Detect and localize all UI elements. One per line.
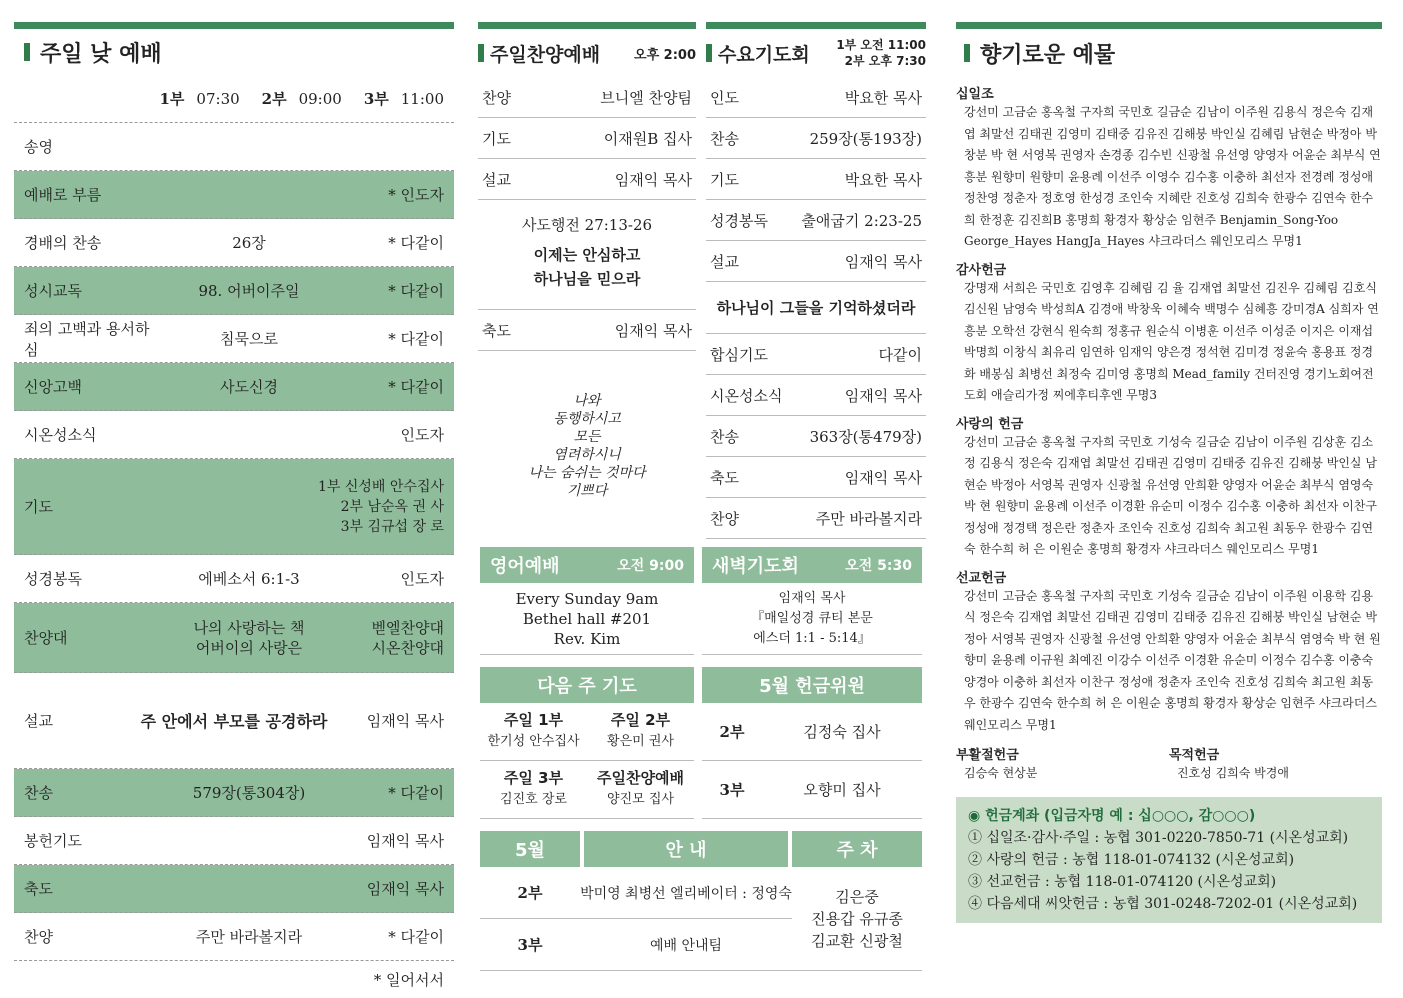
service-row: 합심기도 다같이	[706, 334, 926, 375]
guide-row: 2부 박미영 최병선 엘리베이터 : 정영숙	[480, 867, 792, 919]
prayer-cell: 주일 1부 한기성 안수집사	[480, 703, 587, 761]
worship-row: 찬송 579장(통304장) * 다같이	[14, 769, 454, 817]
service-row: 찬송 259장(통193장)	[706, 118, 926, 159]
offering-section: 사랑의 헌금 강선미 고금순 홍옥철 구자희 국민호 기성숙 길금순 김남이 이주원 김상훈 김소정 김용식 정은숙 김재엽 최말선 김태권 김영미 김태중 김유진 김해붕 박인실 남현순 박정아 서영복 권영자 신광철 유선영 안희환 양영자 어윤순 최부식 염영숙 박 현 원향미 윤용례 이선주 이경환 유순미 이정수 김수홍 이충하 최선자 이찬구 정성애 정경택 정은란 정춘자 조인숙 진호성 김희숙 최고원 최동우 한광수 김연숙 한수희 허 은 이원순 홍명희 황경자 샤크라더스 웨인모리스 무명1	[956, 416, 1377, 556]
service-row: 축도 임재익 목사	[706, 457, 926, 498]
choir-row: 찬양대 나의 사랑하는 책 어버이의 사랑은 벧엘찬양대 시온찬양대	[14, 603, 454, 673]
worship-row: 성경봉독 에베소서 6:1-3 인도자	[14, 555, 454, 603]
guide-row: 3부 예배 안내팀	[480, 919, 792, 971]
worship-row: 송영	[14, 123, 454, 171]
sunday-worship	[14, 22, 454, 998]
offering-section: 선교헌금 강선미 고금순 홍옥철 구자희 국민호 기성숙 길금순 김남이 이주원 이용학 김용식 정은숙 김재엽 최말선 김태권 김영미 김태중 김유진 김해붕 박인실 남현순 박정아 서영복 권영자 신광철 유선영 안희환 양영자 어윤순 최부식 염영숙 박 현 원향미 윤용례 이규원 최예진 이강수 이선주 이경환 유순미 이정수 김수홍 이충숙 양경아 이충하 최선자 이찬구 정성애 정춘자 조인숙 진호성 김희숙 최고원 최동우 한광수 김연숙 한수희 허 은 이원순 홍명희 황경자 황상순 임현주 샤크라더스 웨인모리스 무명1	[956, 570, 1381, 732]
sermon-row: 설교 주 안에서 부모를 공경하라 임재익 목사	[14, 673, 454, 769]
wednesday-prayer: 수요기도회 1부 오전 11:00 2부 오후 7:30 인도 박요한 목사 찬송 259장(통193장) 기도 박요한 목사 성경봉독 출애굽기 2:23-25 설교 임재익 목사 하나님이 그들을 기억하셨더라 합심기도 다같이 시온성소식 임재익 목사 찬송 363장(통479장) 축도 임재익 목사 찬양 주만 바라볼지라	[706, 22, 926, 539]
worship-row: 죄의 고백과 용서하심 침묵으로 * 다같이	[14, 315, 454, 363]
prayer-cell: 주일 2부 황은미 권사	[587, 703, 694, 761]
worship-row: 성시교독 98. 어버이주일 * 다같이	[14, 267, 454, 315]
time-slot: 1부 07:30	[159, 90, 240, 108]
bless-row: 축도 임재익 목사	[478, 310, 696, 351]
service-row: 인도 박요한 목사	[706, 77, 926, 118]
offerings: 향기로운 예물 십일조 강선미 고금순 홍옥철 구자희 국민호 길금순 김남이 이주원 김용식 정은숙 김재엽 최말선 김태권 김영미 김태중 김유진 김해붕 박인실 김혜림 남현순 박정아 박창분 박 현 서영복 권영자 손경종 김수빈 신광철 유선영 양영자 어윤순 최부식 연흥분 원향미 원향미 윤용례 이선주 이영수 김수홍 이충하 최선자 전경례 정성애 정찬영 정춘자 정호영 한성경 조인숙 지혜란 진호성 김희숙 한광수 김연숙 한수희 한정훈 김진희B 홍명희 황경자 황상순 임현주 Benjamin_Song-Yoo George_Hayes HangJa_Hayes 샤크라더스 웨인모리스 무명1 감사헌금 강명재 서희은 국민호 김영후 김혜림 김 율 김재엽 최말선 김진우 김혜림 김호식 김신원 남영숙 박성희A 김경애 박창욱 이혜숙 백명수 심혜흥 강미경A 심희자 연흥분 오학선 강현식 원숙희 정홍규 원순식 이병훈 이선주 이성준 이지은 이재섭 박명희 이창식 최유리 임연하 임재익 양은경 정석현 김미경 정윤숙 홍용표 정경화 배봉심 최병선 최정숙 김미영 홍명희 Mead_family 건터진영 경기노회여전도회 애슬리가정 찌에후티후엔 무명3 사랑의 헌금 강선미 고금순 홍옥철 구자희 국민호 기성숙 길금순 김남이 이주원 김상훈 김소정 김용식 정은숙 김재엽 최말선 김태권 김영미 김태중 김유진 김해붕 박인실 남현순 박정아 서영복 권영자 신광철 유선영 안희환 양영자 어윤순 최부식 염영숙 박 현 원향미 윤용례 이선주 이경환 유순미 이정수 김수홍 이충하 최선자 이찬구 정성애 정경택 정은란 정춘자 조인숙 진호성 김희숙 최고원 최동우 한광수 김연숙 한수희 허 은 이원순 홍명희 황경자 샤크라더스 웨인모리스 무명1 선교헌금 강선미 고금순 홍옥철 구자희 국민호 기성숙 길금순 김남이 이주원 이용학 김용식 정은숙 김재엽 최말선 김태권 김영미 김태중 김유진 김해붕 박인실 남현순 박정아 서영복 권영자 신광철 유선영 안희환 양영자 어윤순 최부식 염영숙 박 현 원향미 윤용례 이규원 최예진 이강수 이선주 이경환 유순미 이정수 김수홍 이충숙 양경아 이충하 최선자 이찬구 정성애 정춘자 조인숙 진호성 김희숙 최고원 최동우 한광수 김연숙 한수희 허 은 이원순 홍명희 황경자 황상순 임현주 샤크라더스 웨인모리스 무명1 부활절헌금 김승숙 현상분 목적헌금 진호성 김희숙 박경애 ◉ 헌금계좌 (입금자명 예 : 십○○○, 감○○○) ① 십일조·감사·주일 : 농협 301-0220-7850-71 (시온성교회) ② 사랑의 헌금 : 농협 118-01-074132 (시온성교회) ③ 선교헌금 : 농협 118-01-074120 (시온성교회) ④ 다음세대 씨앗헌금 : 농협 301-0248-7202-01 (시온성교회)	[956, 22, 1382, 923]
calligraphy: 나와 동행하시고 모든 염려하시니 나는 숨쉬는 것마다 기쁘다	[528, 393, 646, 499]
service-row: 설교 임재익 목사	[478, 159, 696, 200]
worship-row: 찬양 주만 바라볼지라 * 다같이	[14, 913, 454, 961]
sunday-praise: 주일찬양예배 오후 2:00 찬양 브니엘 찬양팀 기도 이재원B 집사 설교 임재익 목사 사도행전 27:13-26 이제는 안심하고 하나님을 믿으라 축도 임재익 목사 나와 동행하시고 모든 염려하시니 나는 숨쉬는 것마다 기쁘다	[478, 22, 696, 541]
worship-row: 축도 임재익 목사	[14, 865, 454, 913]
service-row: 설교 임재익 목사	[706, 241, 926, 282]
service-row: 기도 박요한 목사	[706, 159, 926, 200]
worship-row: 신앙고백 사도신경 * 다같이	[14, 363, 454, 411]
service-row: 찬양 주만 바라볼지라	[706, 498, 926, 539]
prayer-cell: 주일 3부 김진호 장로	[480, 761, 587, 819]
offering-row: 2부 김정숙 집사	[702, 703, 922, 761]
service-row: 기도 이재원B 집사	[478, 118, 696, 159]
offering-row: 3부 오향미 집사	[702, 761, 922, 819]
account-box: ◉ 헌금계좌 (입금자명 예 : 십○○○, 감○○○) ① 십일조·감사·주일 : 농협 301-0220-7850-71 (시온성교회) ② 사랑의 헌금 : 농협 118-01-074132 (시온성교회) ③ 선교헌금 : 농협 118-01-074120 (시온성교회) ④ 다음세대 씨앗헌금 : 농협 301-0248-7202-01 (시온성교회)	[956, 797, 1382, 923]
service-row: 찬양 브니엘 찬양팀	[478, 77, 696, 118]
service-row: 찬송 363장(통479장)	[706, 416, 926, 457]
time-slot: 2부 09:00	[261, 90, 342, 108]
offering-section: 감사헌금 강명재 서희은 국민호 김영후 김혜림 김 율 김재엽 최말선 김진우 김혜림 김호식 김신원 남영숙 박성희A 김경애 박창욱 이혜숙 백명수 심혜흥 강미경A 심희자 연흥분 오학선 강현식 원숙희 정홍규 원순식 이병훈 이선주 이성준 이지은 이재섭 박명희 이창식 최유리 임연하 임재익 양은경 정석현 김미경 정윤숙 홍용표 정경화 배봉심 최병선 최정숙 김미영 홍명희 Mead_family 건터진영 경기노회여전도회 애슬리가정 찌에후티후엔 무명3	[956, 262, 1379, 402]
page-title: 주일 낮 예배	[40, 41, 162, 67]
worship-row: 시온성소식 인도자	[14, 411, 454, 459]
worship-row: 경배의 찬송 26장 * 다같이	[14, 219, 454, 267]
worship-row: 예배로 부름 * 인도자	[14, 171, 454, 219]
time-slot: 3부 11:00	[363, 90, 444, 108]
standing-note: * 일어서서	[373, 971, 444, 989]
prayer-row: 기도 1부 신성배 안수집사 2부 남순옥 권 사 3부 김규섭 장 로	[14, 459, 454, 555]
worship-row: 봉헌기도 임재익 목사	[14, 817, 454, 865]
offering-section: 십일조 강선미 고금순 홍옥철 구자희 국민호 길금순 김남이 이주원 김용식 정은숙 김재엽 최말선 김태권 김영미 김태중 김유진 김해붕 박인실 김혜림 남현순 박정아 박창분 박 현 서영복 권영자 손경종 김수빈 신광철 유선영 양영자 어윤순 최부식 연흥분 원향미 원향미 윤용례 이선주 이영수 김수홍 이충하 최선자 전경례 정성애 정찬영 정춘자 정호영 한성경 조인숙 지혜란 진호성 김희숙 한광수 김연숙 한수희 한정훈 김진희B 홍명희 황경자 황상순 임현주 Benjamin_Song-Yoo George_Hayes HangJa_Hayes 샤크라더스 웨인모리스 무명1	[956, 87, 1381, 248]
service-row: 시온성소식 임재익 목사	[706, 375, 926, 416]
service-row: 성경봉독 출애굽기 2:23-25	[706, 200, 926, 241]
prayer-cell: 주일찬양예배 양진모 집사	[587, 761, 694, 819]
